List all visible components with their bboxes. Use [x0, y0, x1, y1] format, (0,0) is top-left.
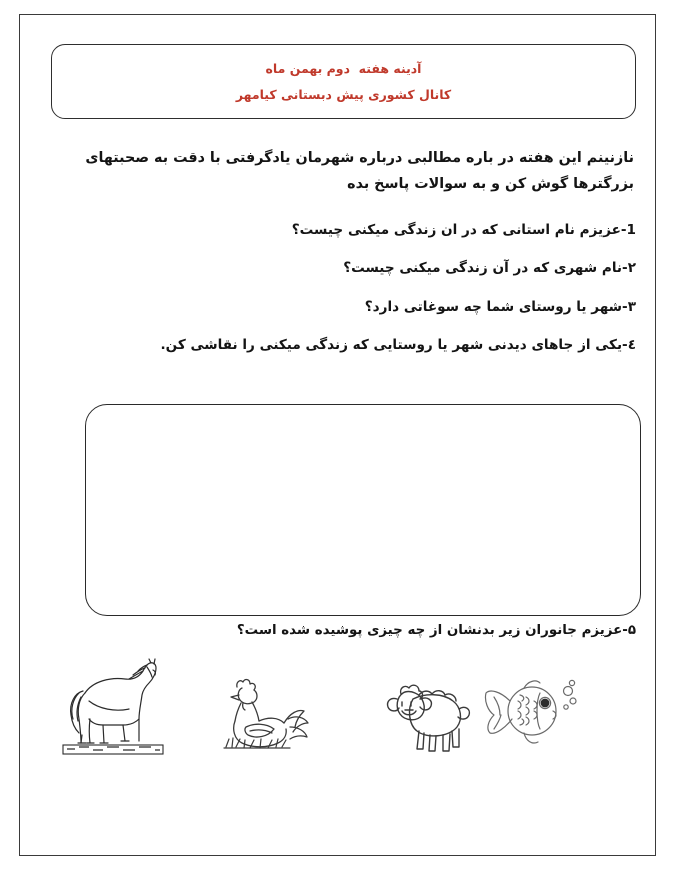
chicken-illustration — [216, 669, 316, 757]
question-3: ۳-شهر یا روستای شما چه سوغاتی دارد؟ — [364, 298, 636, 315]
header-banner — [51, 44, 636, 119]
question-5: ۵-عزیزم جانوران زیر بدنشان از چه چیزی پوشیده شده است؟ — [236, 623, 636, 638]
question-4: ٤-یکی از جاهای دیدنی شهر یا روستایی که زندگی میکنی را نقاشی کن. — [160, 337, 636, 354]
fish-illustration — [474, 669, 584, 753]
animal-illustration-row — [51, 651, 636, 769]
header-line-channel: کانال کشوری پیش دبستانی کیامهر — [235, 87, 452, 102]
question-2: ۲-نام شهری که در آن زندگی میکنی چیست؟ — [343, 260, 636, 277]
question-1: 1-عزیزم نام استانی که در ان زندگی میکنی چیست؟ — [291, 221, 636, 238]
intro-paragraph: نازنینم این هفته در باره مطالبی درباره شهرمان یادگرفتی با دقت به صحبتهای بزرگترها گوش کن و به سوالات پاسخ بده — [85, 150, 634, 193]
drawing-answer-box[interactable] — [85, 404, 641, 616]
worksheet-content — [51, 145, 636, 355]
worksheet-page — [19, 14, 656, 856]
horse-illustration — [59, 657, 167, 761]
sheep-illustration — [373, 669, 477, 755]
header-line-date: آدینه هفته دوم بهمن ماه — [265, 61, 422, 76]
